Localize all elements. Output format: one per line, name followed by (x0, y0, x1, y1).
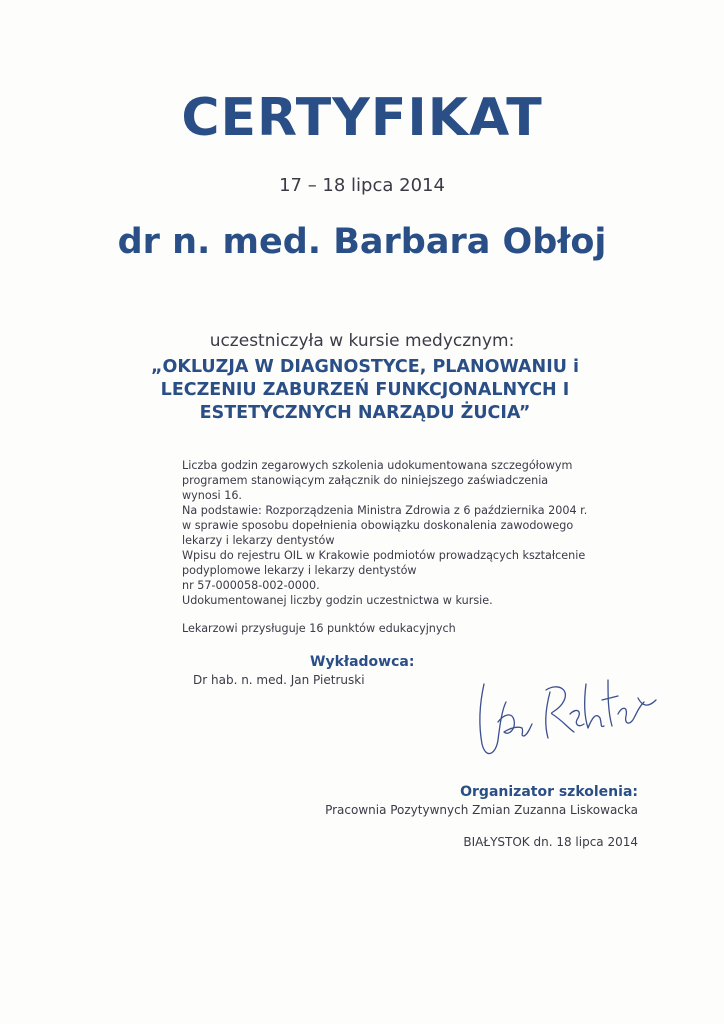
education-points: Lekarzowi przysługuje 16 punktów edukacyjnych (182, 622, 456, 635)
intro-text: uczestniczyła w kursie medycznym: (209, 331, 515, 351)
body-line: programem stanowiącym załącznik do niniejszego zaświadczenia (182, 474, 549, 487)
lecturer-heading: Wykładowca: (310, 654, 415, 670)
place-and-date: BIAŁYSTOK dn. 18 lipca 2014 (463, 835, 638, 849)
body-line: lekarzy i lekarzy dentystów (182, 534, 335, 547)
body-line: wynosi 16. (182, 489, 242, 502)
certificate-title: CERTYFIKAT (181, 88, 543, 148)
lecturer-name: Dr hab. n. med. Jan Pietruski (193, 673, 365, 687)
course-date: 17 – 18 lipca 2014 (279, 175, 445, 196)
body-line: Na podstawie: Rozporządzenia Ministra Zdrowia z 6 października 2004 r. (182, 504, 588, 517)
organizer-heading: Organizator szkolenia: (460, 784, 638, 800)
lecturer-signature (462, 662, 662, 762)
body-line: Wpisu do rejestru OIL w Krakowie podmiotów prowadzących kształcenie (182, 549, 586, 562)
body-line: w sprawie sposobu dopełnienia obowiązku doskonalenia zawodowego (182, 519, 574, 532)
course-title-line: „OKLUZJA W DIAGNOSTYCE, PLANOWANIU i (150, 357, 580, 377)
course-title-line: ESTETYCZNYCH NARZĄDU ŻUCIA” (199, 403, 531, 423)
body-line: Udokumentowanej liczby godzin uczestnictwa w kursie. (182, 594, 493, 607)
body-line: nr 57-000058-002-0000. (182, 579, 320, 592)
recipient-name: dr n. med. Barbara Obłoj (117, 222, 607, 262)
organizer-name: Pracownia Pozytywnych Zmian Zuzanna Liskowacka (325, 803, 638, 817)
body-line: Liczba godzin zegarowych szkolenia udokumentowana szczegółowym (182, 459, 573, 472)
body-line: podyplomowe lekarzy i lekarzy dentystów (182, 564, 417, 577)
certificate-body (182, 458, 652, 608)
course-title (70, 356, 660, 425)
course-title-line: LECZENIU ZABURZEŃ FUNKCJONALNYCH I (160, 380, 570, 400)
